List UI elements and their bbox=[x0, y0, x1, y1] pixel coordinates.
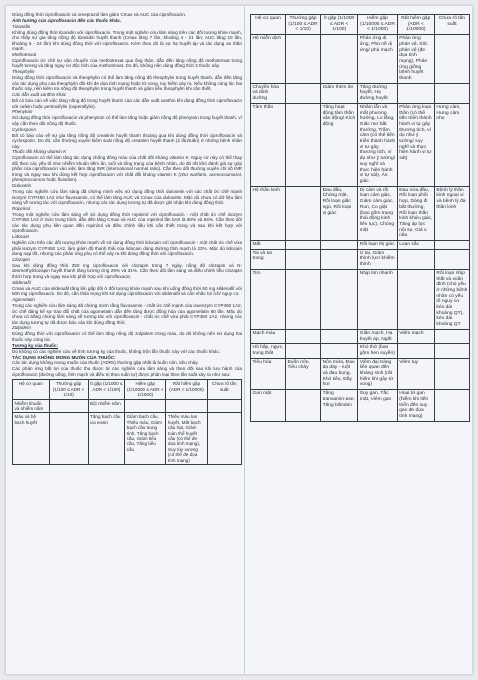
table-cell: Đau đầu, Chóng mặt, Rối loạn giấc ngủ, Rối loạn vị giác bbox=[321, 186, 358, 240]
table-cell bbox=[397, 344, 434, 358]
table-row bbox=[251, 186, 470, 240]
paragraph: Dùng đồng thời ciprofloxacin và omeprazol làm giảm Cmax và AUC của ciprofloxacin. bbox=[12, 12, 187, 17]
table-row bbox=[251, 83, 470, 103]
table-cell bbox=[321, 344, 358, 358]
table-row bbox=[251, 329, 470, 343]
section-heading: Methotrexat bbox=[12, 52, 37, 58]
paragraph: Ciprofloxacin ức chế sự vận chuyển của methotrexat qua ống thận, dẫn đến tăng nồng độ methotrexat trong huyết tương và tăng nguy cơ độc tính của methotrexat. Do đó, không nên dùng đồng thời 2 thuốc này. bbox=[12, 57, 242, 69]
organ-system-cell: Nhiễm khuẩn và nhiễm nấm bbox=[13, 399, 50, 413]
table-cell bbox=[434, 390, 469, 422]
interaction-text bbox=[12, 12, 242, 377]
table-row bbox=[251, 241, 470, 250]
section-heading: Duloxetin bbox=[12, 183, 32, 189]
table-row bbox=[251, 358, 470, 390]
table-cell: Nhịp tim nhanh bbox=[358, 269, 397, 329]
table-cell bbox=[321, 241, 358, 250]
table-cell bbox=[286, 241, 321, 250]
table-row bbox=[13, 399, 242, 413]
table-cell: Nôn mửa, Đau dạ dày - ruột và đau bụng, Khó tiêu, Đầy hơi bbox=[321, 358, 358, 390]
section-heading: Thuốc đối kháng vitamin K bbox=[12, 149, 67, 155]
organ-system-cell: Hệ miễn dịch bbox=[251, 35, 286, 84]
column-header: Thường gặp (1/100 ≤ ADR < 1/10) bbox=[286, 15, 321, 35]
page-fold bbox=[244, 6, 245, 674]
paragraph: Nghiên cứu trên các đối tượng khỏe mạnh về sử dụng đồng thời lidocain với ciprofloxacin - một chất ức chế vừa phải isozym CYP450 1A2, làm giảm độ thanh thải của lidocain dùng đường tĩnh mạch là 22%. Mặc dù lidocain dung nạp tốt, nhưng các phản ứng phụ có thể xảy ra khi dùng đồng thời với ciprofloxacin. bbox=[12, 240, 242, 257]
organ-system-cell: Máu và hệ bạch huyết bbox=[13, 413, 50, 465]
table-cell bbox=[434, 241, 469, 250]
section-heading: Agomelatin bbox=[12, 297, 35, 303]
organ-system-cell: Gan mật bbox=[251, 390, 286, 422]
column-header: Chưa rõ tần suất bbox=[434, 15, 469, 35]
section-heading: Clozapin bbox=[12, 257, 30, 263]
table-cell: Buồn nôn, Tiêu chảy bbox=[286, 358, 321, 390]
organ-system-cell: Chuyển hóa và dinh dưỡng bbox=[251, 83, 286, 103]
table-header-row bbox=[251, 15, 470, 35]
section-heading: Ropinirol bbox=[12, 206, 31, 212]
paragraph: Không dùng đồng thời tizanidin với ciprofloxacin. Trong một nghiên cứu lâm sàng trên các đối tượng khỏe mạnh, cho thấy sự gia tăng nồng độ tizanidin huyết thanh (Cmax tăng 7 lần, khoảng 4 - 21 lần; AUC tăng 10 lần, khoảng 6 - 24 lần) khi dùng đồng thời với ciprofloxacin. Kèm theo đó là sự hạ huyết áp và tác dụng an thần mạnh. bbox=[12, 29, 242, 52]
table-cell: Đau nửa đầu, Rối loạn phối hợp, Dáng đi bất thường, Rối loạn thần kinh khứu giác, Tăng áp lực nội sọ, Giả u não bbox=[397, 186, 434, 240]
table-cell: Phản ứng loạn thần (có thể tiến triển thành hành vi tự gây thương tích, ví dụ như ý tưởng/ suy nghĩ và thực hiện hành vi tự sát) bbox=[397, 103, 434, 186]
table-body bbox=[251, 35, 470, 422]
table-cell bbox=[286, 186, 321, 240]
table-cell bbox=[286, 344, 321, 358]
table-cell: Tăng đường huyết, Hạ đường huyết bbox=[358, 83, 397, 103]
table-row bbox=[251, 103, 470, 186]
section-heading: Cyclosporin bbox=[12, 126, 36, 132]
section-heading: Tizanidin bbox=[12, 23, 31, 29]
table-cell bbox=[321, 249, 358, 269]
table-cell: Giãn mạch, Hạ huyết áp, Ngất bbox=[358, 329, 397, 343]
table-cell: Dị cảm và rối loạn cảm giác, Giảm cảm giác, Run, Co giật (bao gồm trạng thái động kinh liên tục), Chóng mặt bbox=[358, 186, 397, 240]
table-cell bbox=[286, 390, 321, 422]
column-header: Chưa rõ tần suất bbox=[207, 380, 241, 399]
adr-table-right bbox=[250, 14, 470, 422]
table-row bbox=[251, 269, 470, 329]
table-cell bbox=[286, 35, 321, 84]
table-cell: Rối loạn nhịp thất và xoắn đỉnh (chủ yếu ở những bệnh nhân có yếu tố nguy cơ kéo dài khoảng QT), kéo dài khoảng QT bbox=[434, 269, 469, 329]
organ-system-cell: Mắt bbox=[251, 241, 286, 250]
organ-system-cell: Tai và tai trong bbox=[251, 249, 286, 269]
table-cell bbox=[166, 399, 207, 413]
organ-system-cell: Mạch máu bbox=[251, 329, 286, 343]
table-cell: Viêm tụy bbox=[397, 358, 434, 390]
paragraph: Sử dụng đồng thời ciprofloxacin và phenytoin có thể làm tăng hoặc giảm nồng độ phenytoin trong huyết thanh, vì vậy cần theo dõi nồng độ thuốc. bbox=[12, 115, 242, 126]
organ-system-cell: Tâm thần bbox=[251, 103, 286, 186]
column-header: Hiếm gặp (1/10000 ≤ ADR < 1/1000) bbox=[125, 380, 166, 399]
table-cell bbox=[286, 249, 321, 269]
paragraph: Đã có báo cáo về việc tăng nồng độ trong huyết thanh của các dẫn xuất xanthin khi dùng đồng thời ciprofloxacin với cafein hoặc pentoxifylin (oxpentifylin). bbox=[12, 98, 242, 109]
table-cell: Rối loạn thị giác bbox=[358, 241, 397, 250]
paragraph: Trong một nghiên cứu lâm sàng về sử dụng đồng thời ropinirol với ciprofloxacin - một chất ức chế isozym CYP450 1A2 ở mức trung bình, dẫn đến tăng Cmax và AUC của ropinirol lần lượt là 60% và 84%. Cần theo dõi các tác dụng phụ liên quan đến ropinirol và điều chỉnh liều khi cần thiết trong và sau khi kết hợp với ciprofloxacin. bbox=[12, 211, 242, 234]
table-cell bbox=[286, 83, 321, 103]
section-heading: Zolpidem bbox=[12, 325, 31, 331]
paragraph: Do không có các nghiên cứu về tính tương kỵ của thuốc, không trộn lẫn thuốc này với các thuốc khác. bbox=[12, 348, 221, 354]
right-column bbox=[250, 14, 470, 668]
table-cell: Viêm đại tràng liên quan đến kháng sinh (rất hiếm khi gây tử vong) bbox=[358, 358, 397, 390]
table-cell bbox=[286, 329, 321, 343]
table-cell: Khó thở (bao gồm hen suyễn) bbox=[358, 344, 397, 358]
paragraph: Các tác dụng không mong muốn của thuốc (ADRs) thường gặp nhất là buồn nôn, tiêu chảy. bbox=[12, 360, 199, 366]
section-heading: Sildenafil bbox=[12, 279, 31, 285]
table-cell: Thiếu máu tan huyết, Mất bạch cầu hạt, Giảm toàn thể huyết cầu (có thể đe dọa tính mạng), Suy tủy xương (có thể đe dọa tính mạng) bbox=[166, 413, 207, 465]
table-cell: Bội nhiễm nấm bbox=[88, 399, 125, 413]
section-heading: Tương kỵ của thuốc: bbox=[12, 342, 58, 348]
paragraph: Cmax và AUC của sildenafil tăng lên gấp đôi ở đối tượng khỏe mạnh sau khi uống đồng thời 50 mg sildenafil với 500 mg ciprofloxacin. Do đó, cần thận trọng khi sử dụng ciprofloxacin với sildenafil và cân nhắc lợi ích/ nguy cơ. bbox=[12, 285, 242, 297]
table-cell bbox=[397, 269, 434, 329]
table-cell: Hưng cảm, Hưng cảm nhẹ bbox=[434, 103, 469, 186]
table-cell: Hoại tử gan (hiếm khi tiến triển đến suy gan đe dọa tính mạng) bbox=[397, 390, 434, 422]
table-cell: Ù tai, Giảm thính lực/ khiếm thính bbox=[358, 249, 397, 269]
paragraph: Đã có báo cáo về sự gia tăng nồng độ creatinin huyết thanh thoáng qua khi dùng đồng thời ciprofloxacin và cyclosporin. Do đó, cần thường xuyên kiểm soát nồng độ creatinin huyết thanh (2 lần/tuần) ở những bệnh nhân này. bbox=[12, 132, 242, 149]
table-cell bbox=[397, 249, 434, 269]
left-column bbox=[12, 12, 242, 668]
table-cell bbox=[321, 35, 358, 84]
section-heading: Các dẫn xuất xanthin khác bbox=[12, 92, 67, 98]
column-header: Rất hiếm gặp (ADR < 1/10000) bbox=[166, 380, 207, 399]
paragraph: Trong các nghiên cứu lâm sàng đã chứng minh việc sử dụng đồng thời duloxetin với các chất ức chế mạnh isozym CYP450 1A2 như fluvoxamin, có thể làm tăng AUC và Cmax của duloxetin. Mặc dù chưa có dữ liệu lâm sàng về tương tác với ciprofloxacin, nhưng các tác dụng tương tự đã được ghi nhận khi dùng đồng thời. bbox=[12, 189, 242, 206]
table-cell bbox=[434, 249, 469, 269]
table-cell bbox=[434, 35, 469, 84]
paragraph: Trong các nghiên cứu lâm sàng đã chứng minh rằng fluvoxamin - chất ức chế mạnh của isoenzym CYP450 1A2, ức chế đáng kể sự trao đổi chất của agomelatin dẫn đến tăng được đồng hóa của agomelatin 60 lần. Mặc dù chưa có bằng chứng lâm sàng về tương tác với ciprofloxacin - chất ức chế vừa phải CYP450 1A2, nhưng các tác dụng tương tự đã được báo cáo khi dùng đồng thời. bbox=[12, 303, 242, 325]
organ-system-cell: Hệ thần kinh bbox=[251, 186, 286, 240]
table-row bbox=[251, 35, 470, 84]
table-cell bbox=[49, 399, 88, 413]
column-header: Thường gặp (1/100 ≤ ADR < 1/10) bbox=[49, 380, 88, 399]
column-header: Hiếm gặp (1/10000 ≤ ADR < 1/1000) bbox=[358, 15, 397, 35]
paragraph: Sau khi dùng đồng thời 250 mg ciprofloxacin với clozapin trong 7 ngày, nồng độ clozapin và N-desmethylclozapin huyết thanh tăng tương ứng 29% và 31%. Cần theo dõi lâm sàng và điều chỉnh liều clozapin thích hợp trong và ngay sau khi phối hợp với ciprofloxacin. bbox=[12, 262, 242, 279]
table-cell: Viêm mạch bbox=[397, 329, 434, 343]
table-cell: Tăng hoạt động tâm thần vận động/ Kích động bbox=[321, 103, 358, 186]
table-cell bbox=[49, 413, 88, 465]
table-cell: Suy gan, Tắc mật, Viêm gan bbox=[358, 390, 397, 422]
column-header: Rất hiếm gặp (ADR < 1/10000) bbox=[397, 15, 434, 35]
table-cell bbox=[434, 344, 469, 358]
section-heading: Phenytoin bbox=[12, 109, 33, 115]
table-cell bbox=[434, 329, 469, 343]
table-cell: Bệnh lý thần kinh ngoại vi và bệnh lý đa thần kinh bbox=[434, 186, 469, 240]
organ-system-cell: Tiêu hóa bbox=[251, 358, 286, 390]
table-cell: Tăng bạch cầu ưa eosin bbox=[88, 413, 125, 465]
table-cell bbox=[397, 83, 434, 103]
table-cell: Nhầm lẫn và mất phương hướng, Lo lắng, Giấc mơ bất thường, Trầm cảm (có thể tiến triển thành hành vi tự gây thương tích, ví dụ như ý tưởng/ suy nghĩ và thực hiện hành vi tự sát), Ảo giác bbox=[358, 103, 397, 186]
table-cell bbox=[207, 413, 241, 465]
table-row bbox=[251, 390, 470, 422]
table-cell bbox=[125, 399, 166, 413]
paragraph: Các phản ứng bất lợi của thuốc thu được từ các nghiên cứu lâm sàng và theo dõi sau khi lưu hành của ciprofloxacin (đường uống, tĩnh mạch và điều trị theo tuần tự) được phân loại theo tần suất xảy ra như sau: bbox=[12, 366, 242, 377]
section-heading: Theophylin bbox=[12, 69, 35, 75]
table-cell bbox=[321, 269, 358, 329]
table-row bbox=[13, 413, 242, 465]
table-cell: Giảm bạch cầu, Thiếu máu, Giảm bạch cầu trung tính, Tăng bạch cầu, Giảm tiểu cầu, Tăng tiểu cầu bbox=[125, 413, 166, 465]
column-header: Ít gặp (1/1000 ≤ ADR < 1/100) bbox=[321, 15, 358, 35]
table-cell bbox=[286, 103, 321, 186]
paragraph: Dùng đồng thời ciprofloxacin và theophylin có thể làm tăng nồng độ theophylin trong huyết thanh, dẫn đến tăng các tác dụng phụ của theophylin đôi khi đe dọa tính mạng hoặc tử vong, tuy hiếm xảy ra. Nếu không cùng lúc hai thuốc này, nên kiểm tra nồng độ theophylin trong huyết thanh và giảm liều theophylin khi cần thiết. bbox=[12, 75, 242, 92]
table-cell bbox=[321, 329, 358, 343]
column-header: Hệ cơ quan bbox=[13, 380, 50, 399]
section-heading: Lidocain bbox=[12, 234, 30, 240]
table-cell bbox=[207, 399, 241, 413]
section-heading: Ảnh hưởng của ciprofloxacin đến các thuốc khác. bbox=[12, 17, 122, 23]
table-cell bbox=[286, 269, 321, 329]
organ-system-cell: Hô hấp, ngực, trung thất bbox=[251, 344, 286, 358]
table-cell: Tăng transamin-ase, Tăng bilirubin bbox=[321, 390, 358, 422]
paragraph: Ciprofloxacin có thể làm tăng tác dụng chống đông máu của chất đối kháng vitamin K. Nguy cơ này có thể thay đổi theo các yếu tố như nhiễm khuẩn tiềm ẩn, tuổi và tổng trạng của bệnh nhân, do đó rất khó đánh giá sự góp phần của ciprofloxacin vào việc làm tăng INR (international normal ratio). Cần theo dõi thường xuyên chỉ số INR trong và ngay sau khi dùng kết hợp ciprofloxacin với chất đối kháng vitamin K (như warfarin, acenocoumarol, phenprocoumon hoặc fluindion). bbox=[12, 155, 242, 183]
table-cell: Phản ứng phản vệ, Sốc phản vệ (đe dọa tính mạng), Phản ứng giống bệnh huyết thanh bbox=[397, 35, 434, 84]
table-cell bbox=[434, 358, 469, 390]
table-cell: Phản ứng dị ứng, Phù nề dị ứng/ phù mạch bbox=[358, 35, 397, 84]
adr-table-left bbox=[12, 379, 242, 465]
column-header: Hệ cơ quan bbox=[251, 15, 286, 35]
table-cell: Giảm thèm ăn bbox=[321, 83, 358, 103]
table-cell: Loạn sắc bbox=[397, 241, 434, 250]
table-header-row bbox=[13, 380, 242, 399]
table-row bbox=[251, 344, 470, 358]
table-cell bbox=[434, 83, 469, 103]
paragraph: Dùng đồng thời với ciprofloxacin có thể làm tăng nồng độ zolpidem trong máu, do đó không nên sử dụng hai thuốc này cùng lúc. bbox=[12, 331, 242, 342]
section-heading: TÁC DỤNG KHÔNG MONG MUỐN CỦA THUỐC: bbox=[12, 354, 116, 360]
organ-system-cell: Tim bbox=[251, 269, 286, 329]
table-row bbox=[251, 249, 470, 269]
column-header: Ít gặp (1/1000 ≤ ADR < 1/100) bbox=[88, 380, 125, 399]
table-body bbox=[13, 399, 242, 464]
